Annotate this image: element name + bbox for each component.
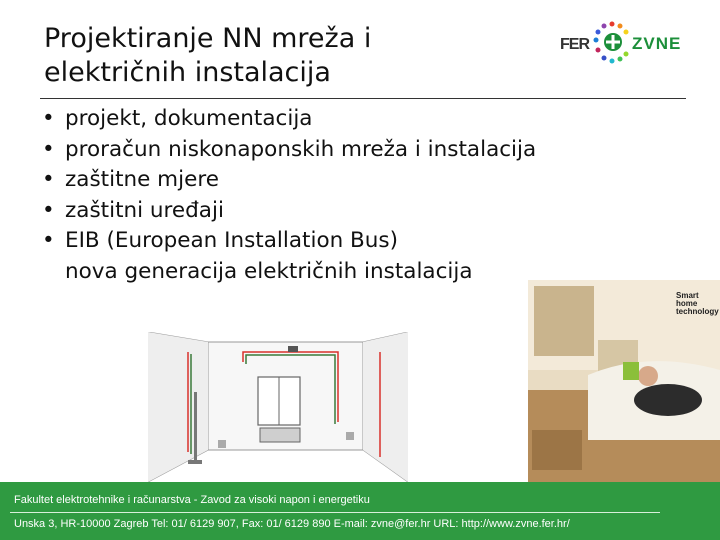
bullet-item <box>38 104 638 135</box>
bullet-marker: • <box>42 197 55 223</box>
logo-zvne-text: ZVNE <box>632 34 682 53</box>
bullet-item <box>38 135 638 166</box>
bullet-item <box>38 226 638 287</box>
bullet-marker: • <box>42 106 55 131</box>
logo-dots-icon <box>590 18 634 74</box>
bullet-list <box>38 104 638 287</box>
footer-institution: Fakultet elektrotehnike i računarstva - Zavod za visoki napon i energetiku <box>14 494 370 506</box>
footer-divider <box>10 512 660 513</box>
title-divider <box>40 98 686 99</box>
slide-title: Projektiranje NN mreža i električnih instalacija <box>44 23 372 88</box>
bullet-continuation: nova generacija električnih instalacija <box>65 258 473 284</box>
smart-home-photo <box>528 280 720 482</box>
bullet-text: projekt, dokumentacija <box>65 106 313 131</box>
smart-home-badge: Smart home technology <box>676 291 719 316</box>
footer-bar <box>0 482 720 540</box>
bullet-text: EIB (European Installation Bus) <box>65 228 399 253</box>
bullet-text: zaštitni uređaji <box>65 197 224 223</box>
footer-contact: Unska 3, HR-10000 Zagreb Tel: 01/ 6129 907, Fax: 01/ 6129 890 E-mail: zvne@fer.hr URL: http://www.zvne.fer.hr/ <box>14 518 570 530</box>
fer-zvne-logo <box>560 18 690 74</box>
bullet-text: proračun niskonaponskih mreža i instalacija <box>65 136 537 162</box>
bullet-item <box>38 196 638 227</box>
bullet-marker: • <box>42 167 55 192</box>
bullet-marker: • <box>42 136 55 162</box>
bullet-text: zaštitne mjere <box>65 167 219 192</box>
logo-fer-text: FER <box>560 36 589 53</box>
bullet-item <box>38 165 638 196</box>
bullet-marker: • <box>42 228 55 253</box>
wiring-illustration <box>148 332 408 482</box>
